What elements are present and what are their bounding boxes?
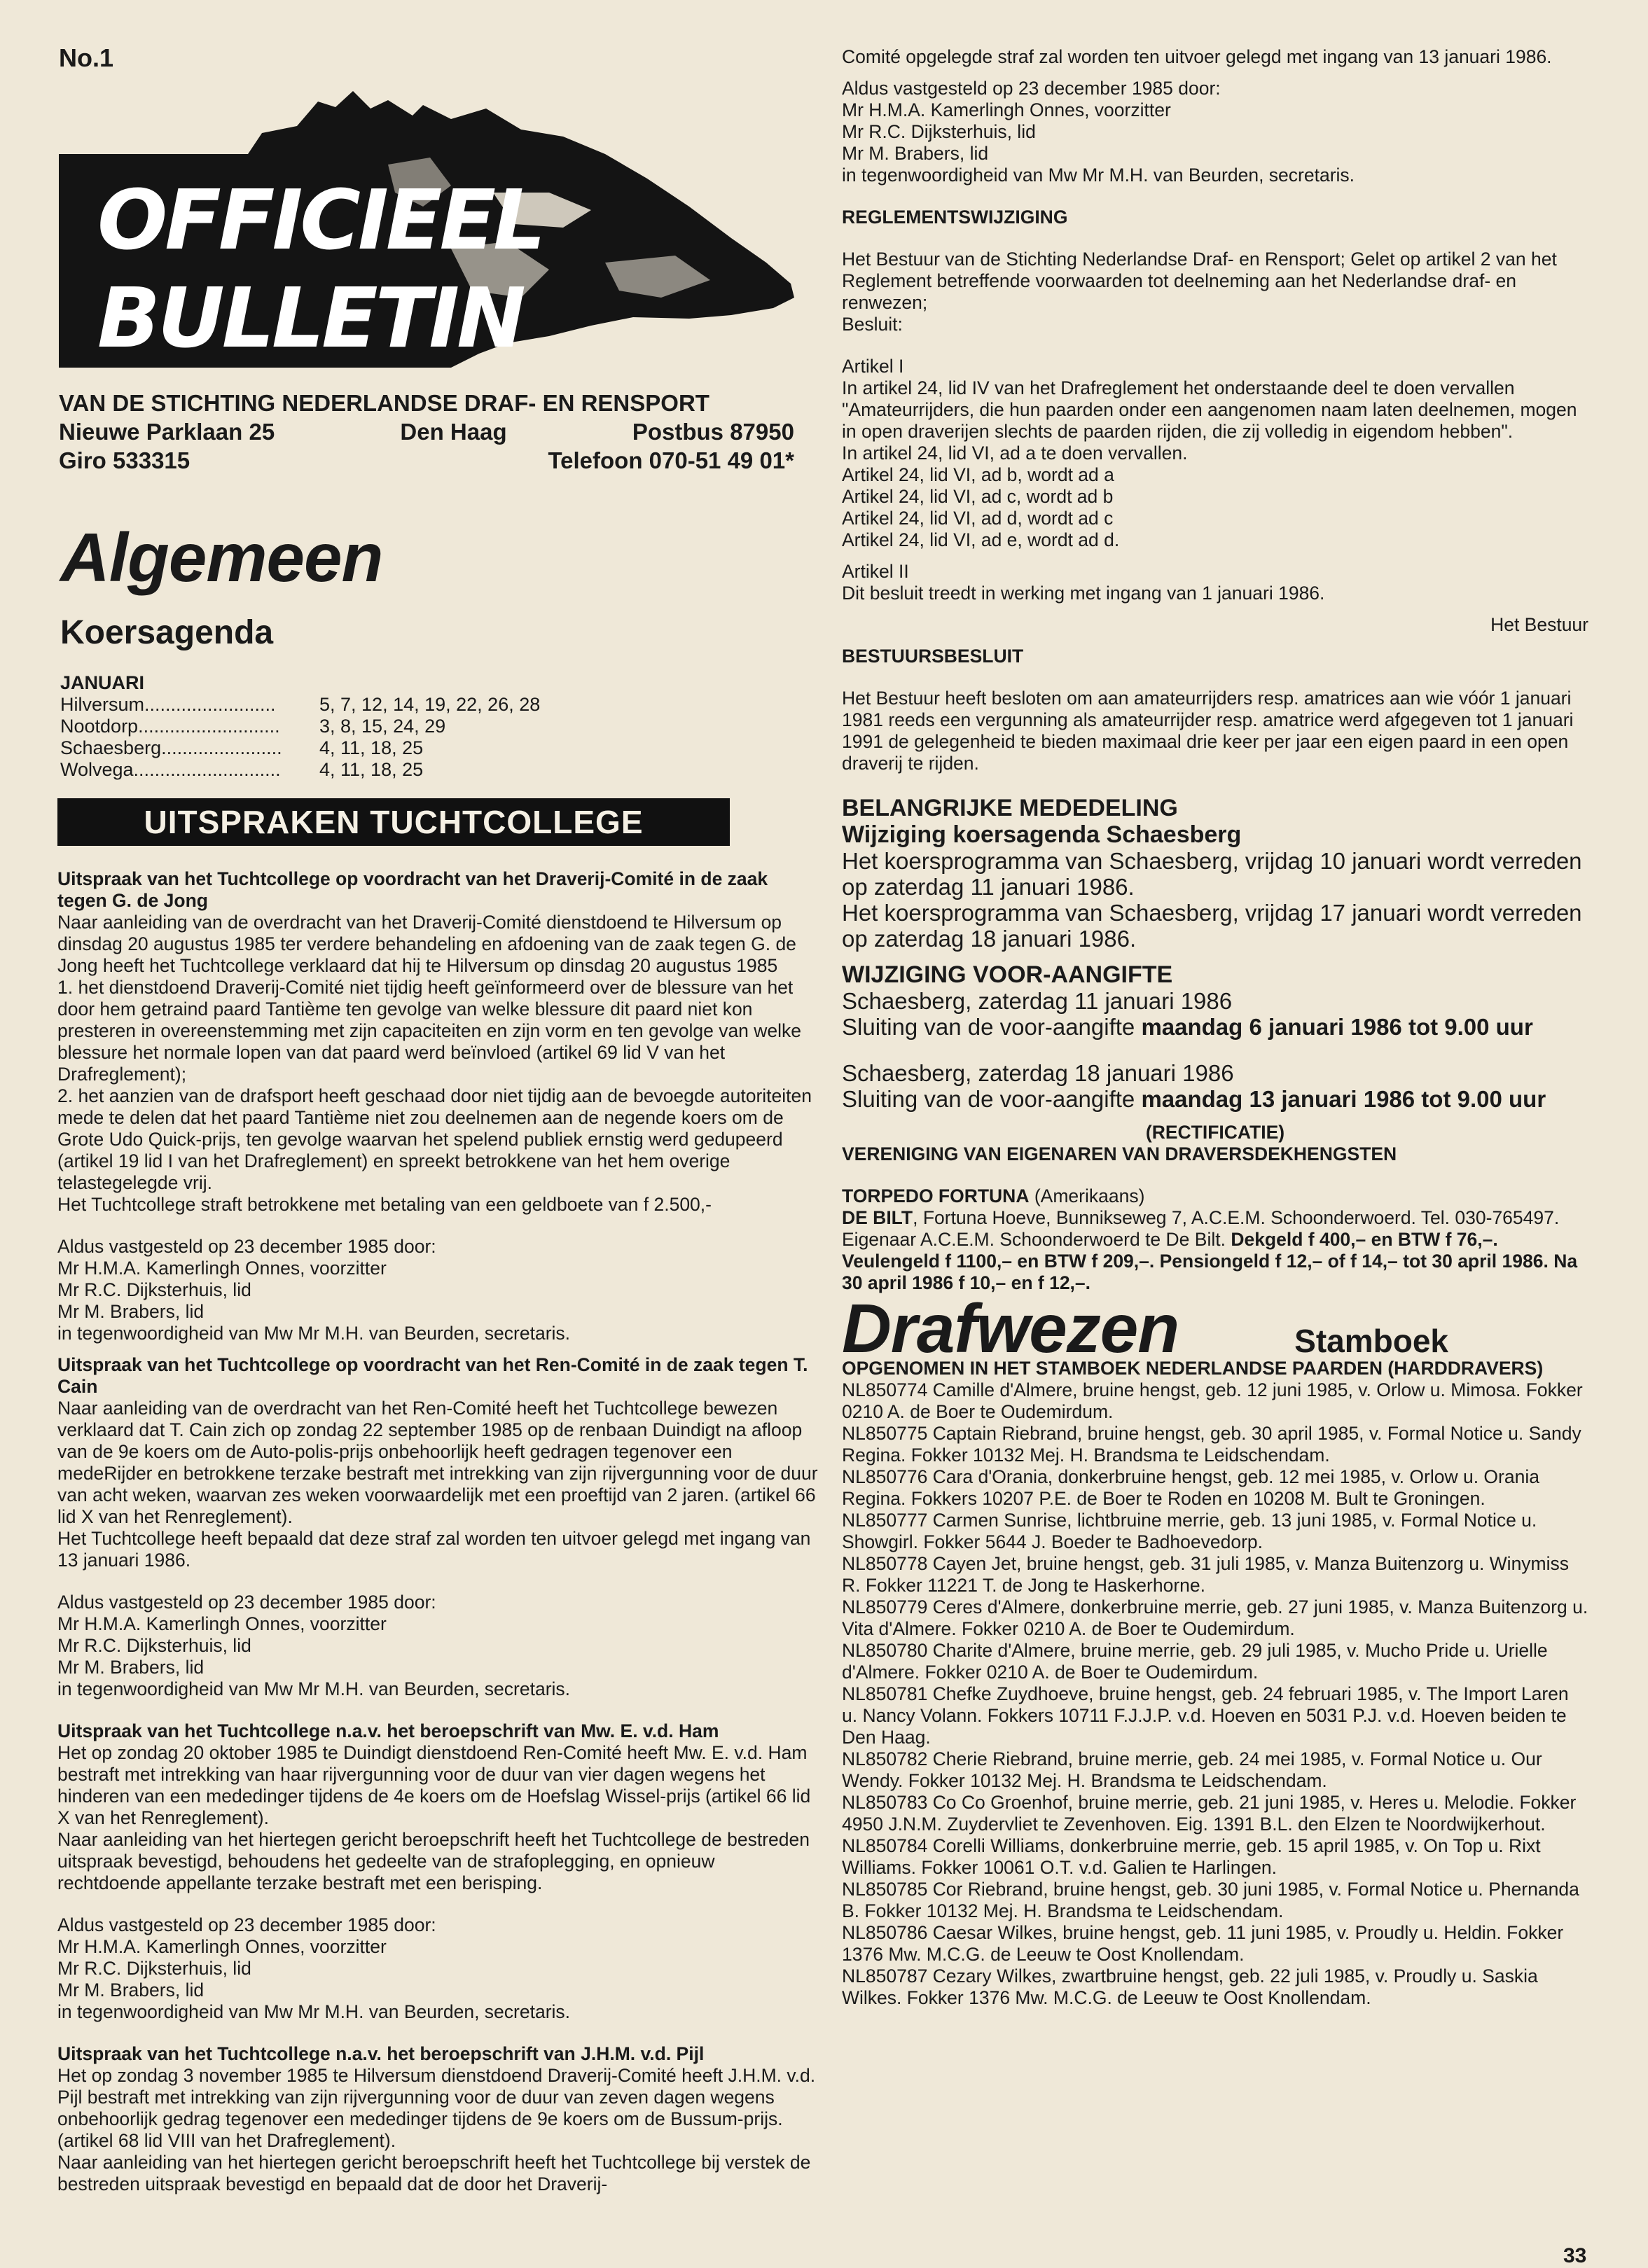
spacer	[57, 1344, 819, 1354]
article-heading: Uitspraak van het Tuchtcollege n.a.v. het beroepschrift van Mw. E. v.d. Ham	[57, 1720, 719, 1741]
article-heading: Uitspraak van het Tuchtcollege op voordracht van het Ren-Comité in de zaak tegen T. Cain	[57, 1354, 808, 1397]
page-number: 33	[1563, 2244, 1587, 2267]
paragraph: Mr M. Brabers, lid	[842, 143, 989, 164]
paragraph: Besluit:	[842, 314, 903, 335]
spacer	[842, 68, 1588, 78]
paragraph: Het Tuchtcollege straft betrokkene met betaling van een geldboete van f 2.500,-	[57, 1194, 712, 1215]
spacer	[842, 1165, 1588, 1185]
banner-uitspraken: UITSPRAKEN TUCHTCOLLEGE	[57, 798, 730, 846]
article-heading: Uitspraak van het Tuchtcollege op voordracht van het Draverij-Comité in de zaak tegen G. de Jong	[57, 868, 768, 911]
article-heading: REGLEMENTSWIJZIGING	[842, 207, 1068, 228]
paragraph: Het op zondag 20 oktober 1985 te Duindigt dienstdoend Ren-Comité heeft Mw. E. v.d. Ham bestraft met intrekking van haar rijvergunning voor de duur van vier dagen wegens het hinderen van een mededinger tijdens de 4e koers om de Hoefslag Wissel-prijs (artikel 66 lid X van het Renreglement).	[57, 1742, 811, 1828]
publisher-phone: Telefoon 070-51 49 01*	[548, 447, 794, 473]
paragraph: Artikel 24, lid VI, ad d, wordt ad c	[842, 508, 1114, 529]
stamboek-entry: NL850775 Captain Riebrand, bruine hengst, geb. 30 april 1985, v. Formal Notice u. Sandy Regina. Fokker 10132 Mej. H. Brandsma te Leidschendam.	[842, 1423, 1581, 1466]
spacer	[842, 667, 1588, 688]
spacer	[842, 636, 1588, 646]
publisher-city: Den Haag	[400, 419, 507, 445]
publisher-address: Nieuwe Parklaan 25	[59, 419, 275, 445]
paragraph: in tegenwoordigheid van Mw Mr M.H. van Beurden, secretaris.	[57, 2001, 571, 2022]
article-heading: Uitspraak van het Tuchtcollege n.a.v. het beroepschrift van J.H.M. v.d. Pijl	[57, 2043, 705, 2064]
paragraph: 1. het dienstdoend Draverij-Comité niet tijdig heeft geïnformeerd over de blessure van het door hem getraind paard Tantième ten gevolge van welke blessure dit paard niet kon presteren in overeenstemming met zijn capaciteiten en zijn vorm en ten gevolge van welke blessure het normale lopen van dat paard werd beïnvloed (artikel 69 lid V van het Drafreglement);	[57, 977, 802, 1085]
section-title-drafwezen: Drafwezen	[842, 1290, 1179, 1367]
paragraph: In artikel 24, lid IV van het Drafreglement het onderstaande deel te doen vervallen "Amateurrijders, die hun paarden onder een aangenomen naam laten deelnemen, mogen in open draverijen slechts de paarden rijden, die zij volledig in eigendom hebben".	[842, 377, 1577, 442]
paragraph: Artikel 24, lid VI, ad b, wordt ad a	[842, 464, 1114, 485]
paragraph: Mr R.C. Dijksterhuis, lid	[57, 1635, 251, 1656]
paragraph: Het Bestuur heeft besloten om aan amateurrijders resp. amatrices aan wie vóór 1 januari 1981 reeds een vergunning als amateurrijder resp. amatrice werd afgegeven tot 1 januari 1991 de gelegenheid te bieden maximaal drie keer per jaar een eigen paard in een open draverij te rijden.	[842, 688, 1574, 774]
agenda-row	[60, 694, 540, 716]
agenda-place: Nootdorp...........................	[60, 716, 280, 737]
stallion-bold: DE BILT	[842, 1207, 913, 1228]
paragraph: Het op zondag 3 november 1985 te Hilversum dienstdoend Draverij-Comité heeft J.H.M. v.d. Pijl bestraft met intrekking van zijn rijvergunning voor de duur van zeven dagen wegens onbehoorlijk gedrag tegenover een mededinger tijdens de 9e koers om de Bussum-prijs. (artikel 68 lid VIII van het Drafreglement).	[57, 2065, 816, 2151]
paragraph: Artikel II	[842, 561, 909, 582]
paragraph: in tegenwoordigheid van Mw Mr M.H. van Beurden, secretaris.	[842, 165, 1355, 186]
spacer	[57, 1216, 819, 1236]
paragraph: Het Tuchtcollege heeft bepaald dat deze straf zal worden ten uitvoer gelegd met ingang van 13 januari 1986.	[57, 1528, 811, 1571]
agenda-row	[60, 759, 540, 781]
paragraph: Naar aanleiding van het hiertegen gericht beroepschrift heeft het Tuchtcollege de bestreden uitspraak bevestigd, behoudens het gedeelte van de strafoplegging, en opnieuw rechtdoende appellante terzake bestraft met een berisping.	[57, 1829, 810, 1893]
spacer	[842, 186, 1588, 207]
paragraph: Het Bestuur van de Stichting Nederlandse Draf- en Rensport; Gelet op artikel 2 van het Reglement betreffende voorwaarden tot deelneming aan het Nederlandse draf- en renwezen;	[842, 249, 1557, 313]
paragraph: Naar aanleiding van het hiertegen gericht beroepschrift heeft het Tuchtcollege bij verstek de bestreden uitspraak bevestigd en bepaald dat de door het Draverij-	[57, 2152, 811, 2194]
spacer	[842, 335, 1588, 356]
drafwezen-header	[842, 1290, 1588, 1367]
left-column-body	[57, 868, 819, 2195]
issue-number: No.1	[59, 43, 114, 72]
spacer	[842, 1112, 1588, 1122]
agenda-place: Wolvega............................	[60, 759, 281, 780]
agenda-month: JANUARI	[60, 672, 145, 693]
stamboek-heading: OPGENOMEN IN HET STAMBOEK NEDERLANDSE PAARDEN (HARDDRAVERS)	[842, 1358, 1544, 1379]
agenda-dates: 4, 11, 18, 25	[319, 759, 424, 780]
notice-text: Schaesberg, zaterdag 18 januari 1986	[842, 1060, 1234, 1086]
agenda-place: Schaesberg.......................	[60, 737, 282, 758]
publisher-block	[59, 389, 794, 475]
stamboek-entry: NL850787 Cezary Wilkes, zwartbruine hengst, geb. 22 juli 1985, v. Proudly u. Saskia Wilkes. Fokker 1376 Mw. M.C.G. de Leeuw te Oost Knollendam.	[842, 1966, 1538, 2008]
notice-deadline: maandag 6 januari 1986 tot 9.00 uur	[1141, 1014, 1533, 1040]
paragraph: Dit besluit treedt in werking met ingang van 1 januari 1986.	[842, 583, 1325, 604]
stamboek-entry: NL850776 Cara d'Orania, donkerbruine hengst, geb. 12 mei 1985, v. Orlow u. Orania Regina. Fokkers 10207 P.E. de Boer te Roden en 10208 M. Bult te Groningen.	[842, 1466, 1539, 1509]
spacer	[842, 551, 1588, 561]
masthead-line2: BULLETIN	[97, 270, 523, 366]
notice-text: Het koersprogramma van Schaesberg, vrijdag 17 januari wordt verreden op zaterdag 18 januari 1986.	[842, 900, 1582, 952]
section-subtitle-stamboek: Stamboek	[1294, 1323, 1449, 1359]
masthead-logo	[59, 88, 798, 375]
paragraph: Mr H.M.A. Kamerlingh Onnes, voorzitter	[57, 1613, 387, 1634]
article-heading: VERENIGING VAN EIGENAREN VAN DRAVERSDEKHENGSTEN	[842, 1143, 1397, 1164]
notice-heading: Wijziging koersagenda Schaesberg	[842, 821, 1242, 848]
stamboek-entry: NL850783 Co Co Groenhof, bruine merrie, geb. 21 juni 1985, v. Heres u. Melodie. Fokker 4950 J.N.M. Zuydervliet te Zevenhoven. Eig. 1391 B.L. den Elzen te Noordwijkerhout.	[842, 1792, 1577, 1835]
notice-heading: BELANGRIJKE MEDEDELING	[842, 795, 1178, 821]
paragraph: Comité opgelegde straf zal worden ten uitvoer gelegd met ingang van 13 januari 1986.	[842, 46, 1552, 67]
masthead-line1: OFFICIEEL	[97, 172, 543, 268]
paragraph: Artikel 24, lid VI, ad e, wordt ad d.	[842, 529, 1120, 550]
paragraph: Artikel 24, lid VI, ad c, wordt ad b	[842, 486, 1114, 507]
article-heading: BESTUURSBESLUIT	[842, 646, 1024, 667]
publisher-giro: Giro 533315	[59, 447, 191, 473]
paragraph: Mr H.M.A. Kamerlingh Onnes, voorzitter	[57, 1258, 387, 1279]
spacer	[57, 1894, 819, 1914]
subsection-koersagenda: Koersagenda	[60, 614, 274, 651]
paragraph: Aldus vastgesteld op 23 december 1985 door:	[57, 1914, 436, 1935]
paragraph: 2. het aanzien van de drafsport heeft geschaad door niet tijdig aan de bevoegde autoriteiten mede te delen dat het paard Tantième niet zou deelnemen aan de negende koers om de Grote Udo Quick-prijs, ten gevolge waarvan het spelend publiek ernstig werd gedupeerd (artikel 19 lid I van het Drafreglement) en spreekt betrokkene van het hem overige telastegelegde vrij.	[57, 1085, 812, 1193]
agenda-dates: 5, 7, 12, 14, 19, 22, 26, 28	[319, 694, 541, 715]
notice-heading: WIJZIGING VOOR-AANGIFTE	[842, 961, 1173, 988]
paragraph: Mr R.C. Dijksterhuis, lid	[842, 121, 1036, 142]
signature-line: Het Bestuur	[1490, 614, 1588, 635]
stamboek-entry: NL850774 Camille d'Almere, bruine hengst, geb. 12 juni 1985, v. Orlow u. Mimosa. Fokker 0210 A. de Boer te Oudemirdum.	[842, 1379, 1583, 1422]
agenda-dates: 3, 8, 15, 24, 29	[319, 716, 446, 737]
stallion-fees: Dekgeld f 400,– en BTW f 76,–. Veulengeld f 1100,– en BTW f 209,–. Pensiongeld f 12,– of f 14,– tot 30 april 1986. Na 30 april 1986 f 10,– en f 12,–.	[842, 1229, 1578, 1293]
right-column-body	[842, 46, 1588, 2009]
spacer	[842, 1040, 1588, 1060]
stamboek-entry: NL850781 Chefke Zuydhoeve, bruine hengst, geb. 24 februari 1985, v. The Import Laren u. Nancy Volann. Fokkers 10711 F.J.J.P. v.d. Hoeven en 5031 P.J. v.d. Hoeven beiden te Den Haag.	[842, 1683, 1569, 1748]
rectificatie-label: (RECTIFICATIE)	[1145, 1122, 1285, 1143]
stamboek-entry: NL850777 Carmen Sunrise, lichtbruine merrie, geb. 13 juni 1985, v. Formal Notice u. Showgirl. Fokker 5644 J. Boeder te Badhoevedorp.	[842, 1510, 1537, 1552]
spacer	[842, 228, 1588, 249]
paragraph: Mr H.M.A. Kamerlingh Onnes, voorzitter	[57, 1936, 387, 1957]
stamboek-entry: NL850782 Cherie Riebrand, bruine merrie, geb. 24 mei 1985, v. Formal Notice u. Our Wendy. Fokker 10132 Mej. H. Brandsma te Leidschendam.	[842, 1748, 1542, 1791]
paragraph: in tegenwoordigheid van Mw Mr M.H. van Beurden, secretaris.	[57, 1323, 571, 1344]
stamboek-entry: NL850780 Charite d'Almere, bruine merrie, geb. 29 juli 1985, v. Mucho Pride u. Urielle d'Almere. Fokker 0210 A. de Boer te Oudemirdum.	[842, 1640, 1548, 1683]
spacer	[842, 774, 1588, 795]
paragraph: In artikel 24, lid VI, ad a te doen vervallen.	[842, 443, 1188, 464]
publisher-name: VAN DE STICHTING NEDERLANDSE DRAF- EN RENSPORT	[59, 390, 709, 416]
stallion-entry	[842, 1207, 1588, 1294]
paragraph: Mr H.M.A. Kamerlingh Onnes, voorzitter	[842, 99, 1171, 120]
paragraph: Mr R.C. Dijksterhuis, lid	[57, 1279, 251, 1300]
spacer	[842, 952, 1588, 961]
notice-text-plain: Sluiting van de voor-aangifte	[842, 1086, 1142, 1112]
agenda-row	[60, 737, 540, 759]
paragraph: Artikel I	[842, 356, 904, 377]
stamboek-entry: NL850779 Ceres d'Almere, donkerbruine merrie, geb. 27 juni 1985, v. Manza Buitenzorg u. Vita d'Almere. Fokker 0210 A. de Boer te Oudemirdum.	[842, 1596, 1588, 1639]
stallion-text: , Fortuna Hoeve, Bunnikseweg 7, A.C.E.M. Schoonderwoerd. Tel. 030-765497. Eigenaar A.C.E.M. Schoonderwoerd te De Bilt.	[842, 1207, 1560, 1250]
spacer	[57, 1700, 819, 1720]
paragraph: Aldus vastgesteld op 23 december 1985 door:	[57, 1236, 436, 1257]
paragraph: Naar aanleiding van de overdracht van het Draverij-Comité dienstdoend te Hilversum op dinsdag 20 augustus 1985 ter verdere behandeling en afdoening van de zaak tegen G. de Jong heeft het Tuchtcollege verklaard dat hij te Hilversum op dinsdag 20 augustus 1985	[57, 912, 796, 976]
stamboek-entry: NL850778 Cayen Jet, bruine hengst, geb. 31 juli 1985, v. Manza Buitenzorg u. Winymiss R. Fokker 11221 T. de Jong te Haskerhorne.	[842, 1553, 1570, 1596]
paragraph: Naar aanleiding van de overdracht van het Ren-Comité heeft het Tuchtcollege bewezen verklaard dat T. Cain zich op zondag 22 september 1985 op de renbaan Duindigt na afloop van de 9e koers om de Auto-polis-prijs onbehoorlijk heeft gedragen tegenover een medeRijder en betrokkene terzake bestraft met intrekking van zijn rijvergunning voor de duur van acht weken, waarvan zes weken voorwaardelijk met een proeftijd van 2 jaren. (artikel 66 lid X van het Renreglement).	[57, 1398, 818, 1527]
agenda-row	[60, 716, 540, 737]
stamboek-entry: NL850786 Caesar Wilkes, bruine hengst, geb. 11 juni 1985, v. Proudly u. Heldin. Fokker 1376 Mw. M.C.G. de Leeuw te Oost Knollendam.	[842, 1922, 1564, 1965]
koersagenda-table	[60, 672, 540, 781]
paragraph: Mr M. Brabers, lid	[57, 1301, 205, 1322]
paragraph: Mr M. Brabers, lid	[57, 1980, 205, 2001]
agenda-dates: 4, 11, 18, 25	[319, 737, 424, 758]
notice-deadline: maandag 13 januari 1986 tot 9.00 uur	[1141, 1086, 1546, 1112]
spacer	[57, 2023, 819, 2043]
paragraph: Mr R.C. Dijksterhuis, lid	[57, 1958, 251, 1979]
spacer	[57, 1571, 819, 1592]
section-title-algemeen: Algemeen	[60, 519, 383, 596]
stamboek-entry: NL850785 Cor Riebrand, bruine hengst, geb. 30 juni 1985, v. Formal Notice u. Phernanda B. Fokker 10132 Mej. H. Brandsma te Leidschendam.	[842, 1879, 1579, 1921]
publisher-postbus: Postbus 87950	[632, 419, 794, 445]
paragraph: in tegenwoordigheid van Mw Mr M.H. van Beurden, secretaris.	[57, 1678, 571, 1699]
stallion-text: (Amerikaans)	[1029, 1185, 1145, 1206]
paragraph: Aldus vastgesteld op 23 december 1985 door:	[842, 78, 1221, 99]
agenda-place: Hilversum.........................	[60, 694, 276, 715]
spacer	[842, 604, 1588, 614]
paragraph: Mr M. Brabers, lid	[57, 1657, 205, 1678]
stamboek-entry: NL850784 Corelli Williams, donkerbruine merrie, geb. 15 april 1985, v. On Top u. Rixt Williams. Fokker 10061 O.T. v.d. Galien te Harlingen.	[842, 1835, 1541, 1878]
notice-text	[842, 1086, 1588, 1112]
notice-text	[842, 1014, 1588, 1040]
notice-text: Schaesberg, zaterdag 11 januari 1986	[842, 988, 1233, 1014]
notice-text-plain: Sluiting van de voor-aangifte	[842, 1014, 1142, 1040]
stallion-entry	[842, 1185, 1588, 1207]
paragraph: Aldus vastgesteld op 23 december 1985 door:	[57, 1592, 436, 1613]
notice-text: Het koersprogramma van Schaesberg, vrijdag 10 januari wordt verreden op zaterdag 11 januari 1986.	[842, 848, 1582, 900]
stallion-bold: TORPEDO FORTUNA	[842, 1185, 1030, 1206]
